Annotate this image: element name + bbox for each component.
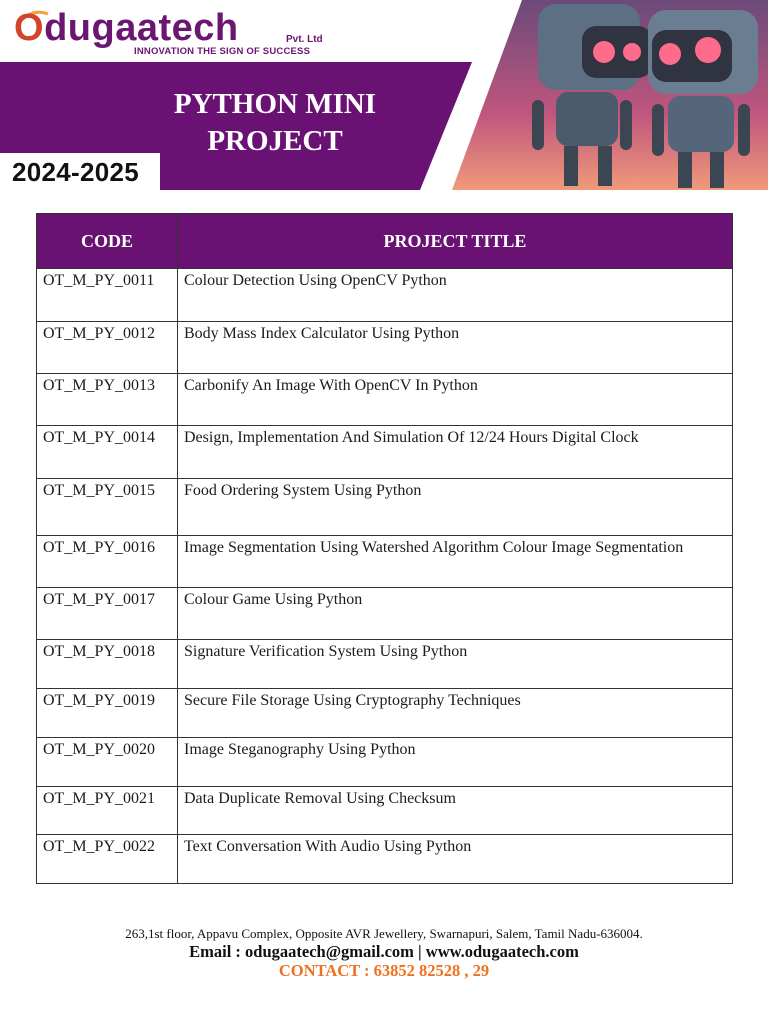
project-title: Data Duplicate Removal Using Checksum <box>178 787 733 835</box>
project-title: Text Conversation With Audio Using Python <box>178 835 733 884</box>
project-title: Food Ordering System Using Python <box>178 479 733 536</box>
table-header-row <box>37 214 733 269</box>
project-code: OT_M_PY_0011 <box>37 269 178 322</box>
table-row <box>37 479 733 536</box>
project-title: Image Segmentation Using Watershed Algorithm Colour Image Segmentation <box>178 536 733 588</box>
logo-pvt-ltd: Pvt. Ltd <box>286 34 323 45</box>
footer-contact: CONTACT : 63852 82528 , 29 <box>278 961 490 980</box>
logo-tagline: INNOVATION THE SIGN OF SUCCESS <box>134 46 311 57</box>
project-title: Carbonify An Image With OpenCV In Python <box>178 374 733 426</box>
table-row <box>37 426 733 479</box>
table-row <box>37 787 733 835</box>
project-title: Colour Game Using Python <box>178 588 733 640</box>
table-row <box>37 689 733 738</box>
project-title: Colour Detection Using OpenCV Python <box>178 269 733 322</box>
title-line-2: PROJECT <box>207 125 343 157</box>
column-header-title: PROJECT TITLE <box>178 214 733 269</box>
table-row <box>37 738 733 787</box>
column-header-code: CODE <box>37 214 178 269</box>
table-row <box>37 588 733 640</box>
project-title: Image Steganography Using Python <box>178 738 733 787</box>
table-row <box>37 269 733 322</box>
project-code: OT_M_PY_0014 <box>37 426 178 479</box>
company-logo <box>14 6 334 58</box>
project-code: OT_M_PY_0020 <box>37 738 178 787</box>
table-row <box>37 322 733 374</box>
project-title: Secure File Storage Using Cryptography Techniques <box>178 689 733 738</box>
projects-table <box>36 213 733 884</box>
logo-letter-o: O <box>14 7 45 49</box>
project-title: Signature Verification System Using Python <box>178 640 733 689</box>
project-code: OT_M_PY_0016 <box>37 536 178 588</box>
logo-letters: dugaatech <box>44 7 239 49</box>
project-code: OT_M_PY_0015 <box>37 479 178 536</box>
robots-illustration <box>452 0 768 190</box>
table-row <box>37 536 733 588</box>
table-row <box>37 374 733 426</box>
footer-email: Email : odugaatech@gmail.com | www.odugaatech.com <box>189 942 579 961</box>
project-title: Design, Implementation And Simulation Of 12/24 Hours Digital Clock <box>178 426 733 479</box>
project-code: OT_M_PY_0013 <box>37 374 178 426</box>
project-code: OT_M_PY_0018 <box>37 640 178 689</box>
footer-address: 263,1st floor, Appavu Complex, Opposite AVR Jewellery, Swarnapuri, Salem, Tamil Nadu-636004. <box>125 926 643 941</box>
project-code: OT_M_PY_0017 <box>37 588 178 640</box>
table-row <box>37 640 733 689</box>
project-code: OT_M_PY_0021 <box>37 787 178 835</box>
logo-wordmark <box>14 6 239 50</box>
table-row <box>37 835 733 884</box>
title-line-1: PYTHON MINI <box>173 88 377 120</box>
project-title: Body Mass Index Calculator Using Python <box>178 322 733 374</box>
project-code: OT_M_PY_0012 <box>37 322 178 374</box>
page-title <box>140 86 410 160</box>
project-code: OT_M_PY_0022 <box>37 835 178 884</box>
project-code: OT_M_PY_0019 <box>37 689 178 738</box>
academic-year: 2024-2025 <box>12 157 140 187</box>
